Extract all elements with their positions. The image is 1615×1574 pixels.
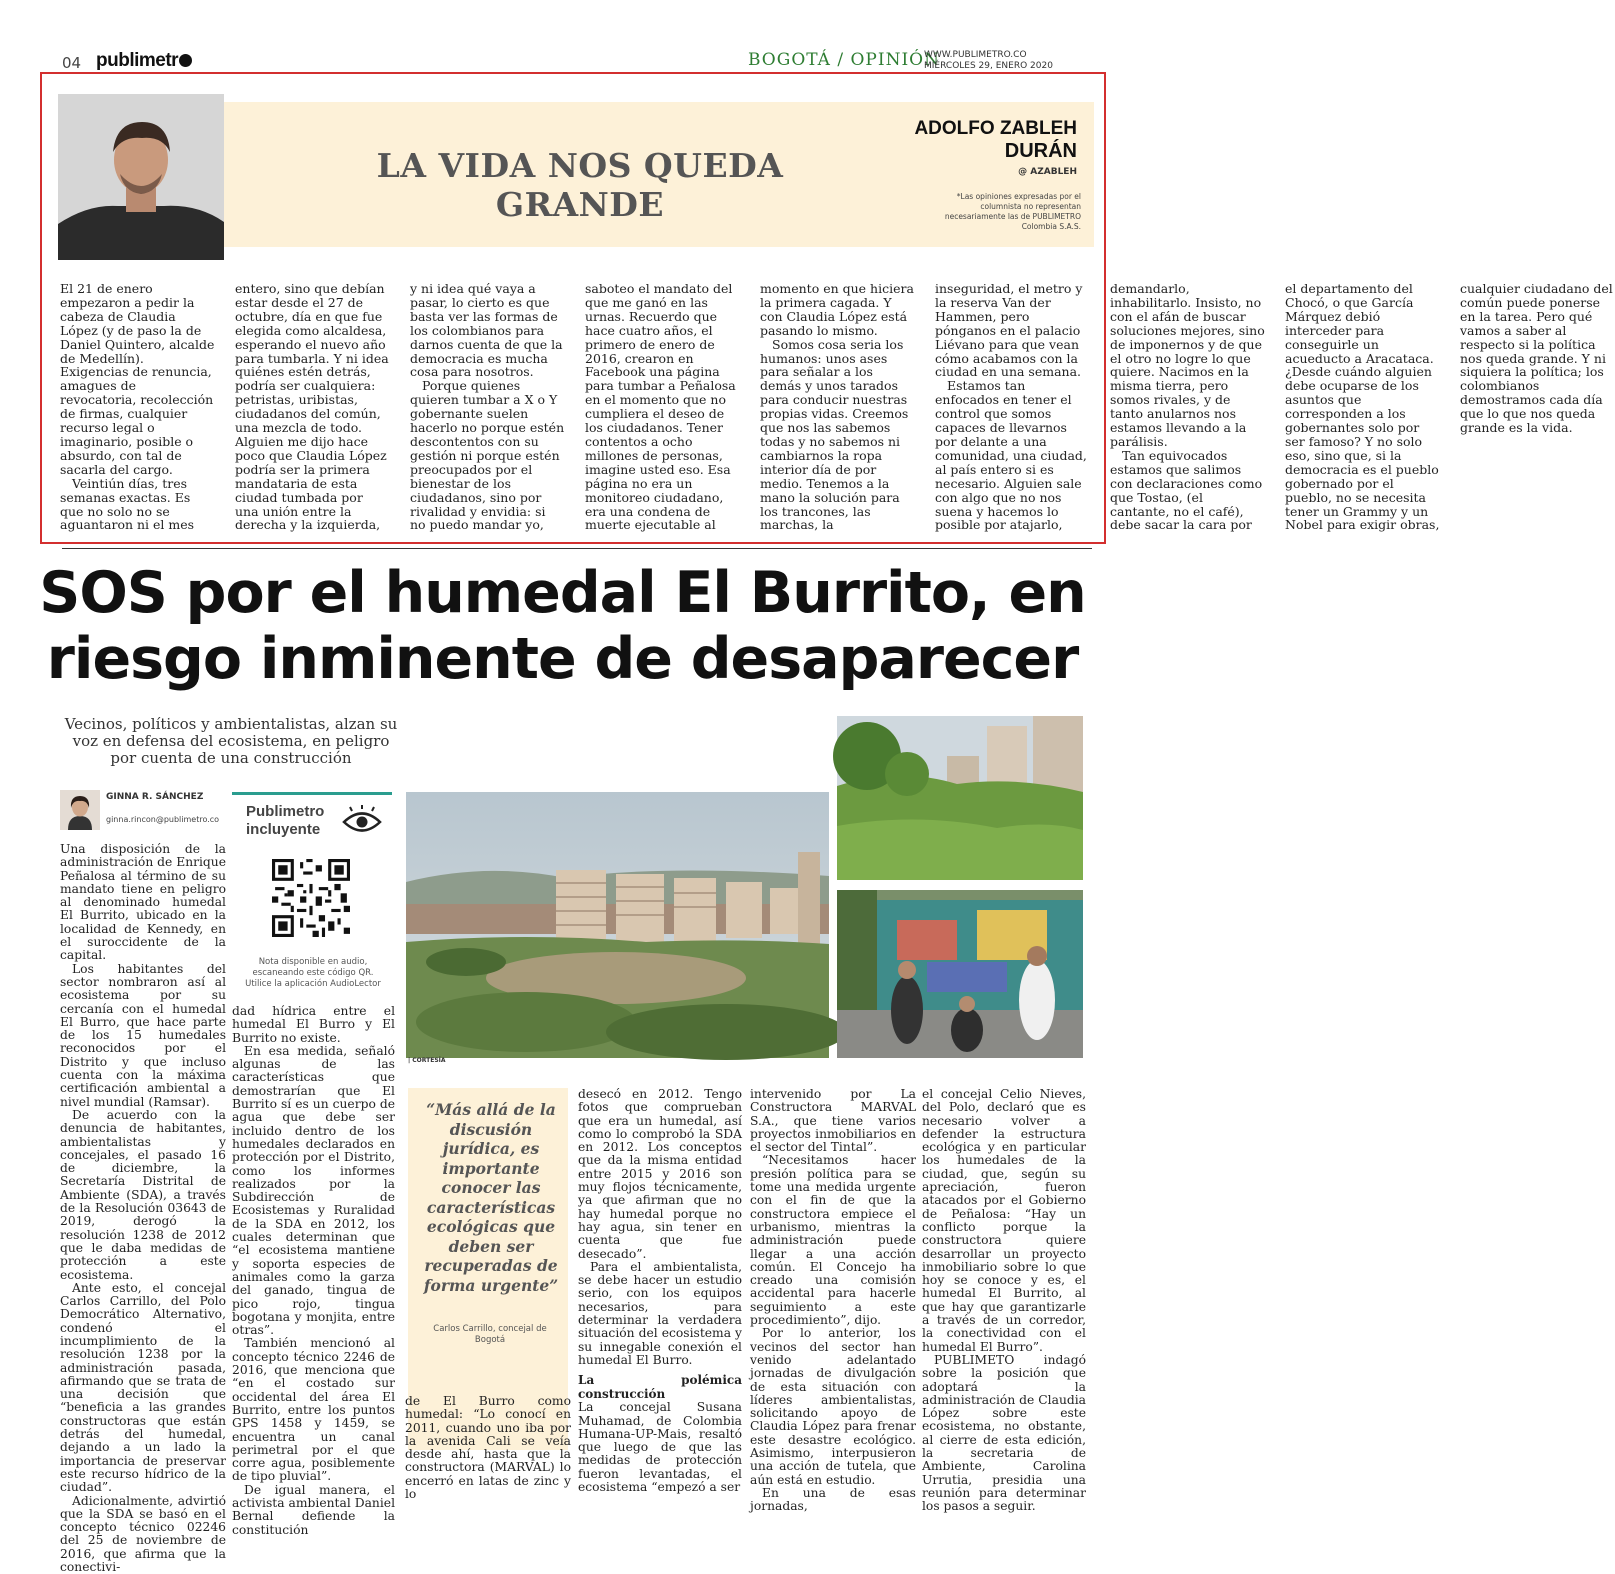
page-number: 04 xyxy=(62,54,82,72)
article-headline: SOS por el humedal El Burrito, en riesgo inminente de desaparecer xyxy=(39,560,1086,692)
article-paragraph: de El Burro como humedal: “Lo conocí en 2011, cuando uno iba por la avenida Cali se veía desde ahí, hasta que la constructora (MARVAL) lo encerró en latas de zinc y lo xyxy=(405,1394,571,1502)
author-email[interactable]: ginna.rincon@publimetro.co xyxy=(106,815,220,824)
logo-globe-icon xyxy=(179,54,192,67)
opinion-paragraph: El 21 de enero empezaron a pedir la cabeza de Claudia López (y de paso la de Daniel Quintero, alcalde de Medellín). Exigencias de renuncia, amagues de revocatoria, recolección de firmas, cualquier recurso legal o imaginario, posible o absurdo, con tal de sacarla del cargo. xyxy=(60,281,215,477)
article-paragraph: Para el ambientalista, se debe hacer un estudio serio, con los equipos necesarios, para determinar la verdadera situación del ecosistema y su innegable conexión el humedal El Burro. xyxy=(578,1259,742,1367)
article-column-3 xyxy=(405,1394,571,1502)
article-column-4 xyxy=(578,1087,742,1495)
site-and-date xyxy=(924,50,1053,72)
publimetro-incluyente-box xyxy=(232,792,392,992)
article-paragraph: De igual manera, el activista ambiental Daniel Bernal defiende la constitución xyxy=(232,1482,395,1537)
website: WWW.PUBLIMETRO.CO xyxy=(924,50,1027,60)
audio-note: Nota disponible en audio, escaneando este código QR. Utilice la aplicación AudioLector xyxy=(245,957,381,989)
incluyente-title: Publimetro incluyente xyxy=(246,803,325,838)
article-paragraph: dad hídrica entre el humedal El Burro y El Burrito no existe. xyxy=(232,1004,395,1045)
opinion-paragraph: Porque quienes quieren tumbar a X o Y gobernante suelen hacerlo no porque estén descontentos con su gestión ni porque estén preocupados por el bienestar de los ciudadanos, sino por rivalidad y envidia: si no puedo mandar yo, saboteo el mandato del que me ganó en las urnas. Recuerdo que hace cuatro años, el primero de enero de 2016, crearon en Facebook una página para tumbar a Peñalosa en el momento que no cumpliera el deseo de los ciudadanos. Tener contentos a ocho millones de personas, imagine usted eso. Esa página no era un monitoreo ciudadano, era una condena de muerte ejecutable al momento en que hiciera la primera cagada. Y con Claudia López está pasando lo mismo. xyxy=(410,281,914,533)
logo-text: publimetr xyxy=(96,50,179,71)
section-label: BOGOTÁ / OPINIÓN xyxy=(748,50,940,70)
column-title: LA VIDA NOS QUEDA GRANDE xyxy=(376,146,784,224)
article-deck: Vecinos, políticos y ambientalistas, alzan su voz en defensa del ecosistema, en peligro por cuenta de una construcción xyxy=(64,715,398,767)
author-name: GINNA R. SÁNCHEZ xyxy=(106,792,204,802)
eye-icon xyxy=(342,807,382,837)
article-paragraph: PUBLIMETO indagó sobre la posición que adoptará la administración de Claudia López sobre este ecosistema, no obstante, al cierre de esta edición, la secretaria de Ambiente, Carolina Urrutia, presidia una reunión para determinar los pasos a seguir. xyxy=(922,1352,1086,1514)
article-paragraph: “Necesitamos hacer presión política para se tome una medida urgente con el fin de que la constructora empiece el urbanismo, mientras la administración puede llegar a una acción común. El Concejo ha creado una comisión accidental para hacerle seguimiento a este procedimiento”, dijo. xyxy=(750,1153,916,1328)
opinion-paragraph: Veintiún días, tres semanas exactas. Es que no solo no se aguantaron ni el mes entero, sino que debían estar desde el 27 de octubre, día en que fue elegida como alcaldesa, esperando el nuevo año para tumbarla. Y ni idea quiénes estén detrás, podría ser cualquiera: petristas, uribistas, ciudadanos del común, una mezcla de todo. Alguien me dijo hace poco que Claudia López podría ser la primera mandataria de esta ciudad tumbada por una unión entre la derecha y la izquierda, y ni idea qué vaya a pasar, lo cierto es que basta ver las formas de los colombianos para darnos cuenta de que la democracia es mucha cosa para nosotros. xyxy=(60,281,563,533)
pull-quote: “Más allá de la discusión jurídica, es importante conocer las características ecológicas que deben ser recuperadas de forma urgente” xyxy=(423,1100,559,1295)
article-column-6 xyxy=(922,1087,1086,1514)
article-paragraph: La concejal Susana Muhamad, de Colombia Humana-UP-Mais, resaltó que luego de que las medidas de protección fueron levantadas, el ecosistema “empezó a ser xyxy=(578,1400,742,1495)
columnist-name-line2: DURÁN xyxy=(1004,140,1077,162)
mural-painting-photo xyxy=(837,890,1083,1058)
columnist-name-line1: ADOLFO ZABLEH xyxy=(914,118,1077,139)
photo-credit: | CORTESÍA xyxy=(408,1057,446,1064)
opinion-highlight-box xyxy=(40,72,1106,544)
publimetro-logo xyxy=(96,50,192,72)
section-divider xyxy=(62,548,1092,549)
article-paragraph: También mencionó al concepto técnico 2246 de 2016, que menciona que “en el costado sur occidental del área El Burrito, entre los puntos GPS 1458 y 1459, se encuentra un canal perimetral por el que corre agua, posiblemente de tipo pluvial”. xyxy=(232,1336,395,1484)
humedal-aerial-photo xyxy=(406,792,829,1058)
article-column-5 xyxy=(750,1087,916,1514)
article-paragraph: intervenido por La Constructora MARVAL S.A., que tiene varios proyectos inmobiliarios en el sector del Tintal”. xyxy=(750,1087,916,1155)
article-paragraph: De acuerdo con la denuncia de habitantes, ambientalistas y concejales, el pasado 16 de diciembre, la Secretaría Distrital de Ambiente (SDA), a través de la Resolución 03643 de 2019, derogó la resolución 1238 de 2012 que le daba medidas de protección a este ecosistema. xyxy=(60,1107,226,1282)
article-subhead: La polémica construcción xyxy=(578,1373,742,1402)
article-paragraph: Una disposición de la administración de Enrique Peñalosa al término de su mandato tiene en peligro al denominado humedal El Burrito, ubicado en la localidad de Kennedy, en el suroccidente de la capital. xyxy=(60,842,226,963)
wetland-field-photo xyxy=(837,716,1083,880)
article-column-1 xyxy=(60,842,226,1574)
opinion-paragraph: Somos cosa seria los humanos: unos ases para señalar a los demás y unos tarados para conducir nuestras propias vidas. Creemos que nos las sabemos todas y no sabemos ni cambiarnos la ropa interior día de por medio. Tenemos a la mano la solución para los trancones, las marchas, la inseguridad, el metro y la reserva Van der Hammen, pero pónganos en el palacio Liévano para que vean cómo acabamos con la ciudad en una semana. xyxy=(760,281,1083,533)
article-paragraph: desecó en 2012. Tengo fotos que comprueban que era un humedal, así como lo comprobó la SDA en 2012. Los conceptos que da la misma entidad entre 2015 y 2016 son muy flojos técnicamente, ya que afirman que no hay humedal porque no hay agua, sin tener en cuenta que fue desecado”. xyxy=(578,1087,742,1261)
columnist-handle: @ AZABLEH xyxy=(1018,167,1077,177)
article-paragraph: Por lo anterior, los vecinos del sector han venido adelantado jornadas de divulgación de esta situación con líderes ambientalistas, solicitando apoyo de Claudia López para frenar este desastre ecológico. Asimismo, interpusieron una acción de tutela, que aún está en estudio. xyxy=(750,1326,916,1487)
article-column-2 xyxy=(232,1004,395,1537)
article-paragraph: En una de esas jornadas, xyxy=(750,1485,916,1514)
opinion-paragraph: Estamos tan enfocados en tener el control que somos capaces de llevarnos por delante a una comunidad, una ciudad, al país entero si es necesario. Alguien sale con algo que no nos suena y hacemos lo posible por atajarlo, demandarlo, inhabilitarlo. Insisto, no con el afán de buscar soluciones mejores, sino de imponernos y de que el otro no logre lo que quiere. Nacimos en la misma tierra, pero somos rivales, y de tanto anularnos nos estamos llevando a la parálisis. xyxy=(935,281,1265,533)
author-avatar xyxy=(60,790,100,830)
issue-date: MIÉRCOLES 29, ENERO 2020 xyxy=(924,61,1053,71)
pull-quote-attribution: Carlos Carrillo, concejal de Bogotá xyxy=(433,1324,547,1345)
article-paragraph: el concejal Celio Nieves, del Polo, declaró que es necesario volver a defender la estructura ecológica y en particular los humedales de la ciudad, que, según su apreciación, fueron atacados por el Gobierno de Peñalosa: “Hay un conflicto porque la constructora quiere desarrollar un proyecto inmobiliario sobre lo que hoy se conoce y es, el humedal El Burrito, al que hay que garantizarle a través de un corredor, la conectividad con el humedal El Burro”. xyxy=(922,1087,1086,1354)
qr-code[interactable] xyxy=(272,859,350,937)
article-paragraph: Adicionalmente, advirtió que la SDA se basó en el concepto técnico 02246 del 25 de noviembre de 2016, que afirma que la conectivi- xyxy=(60,1493,226,1574)
opinion-disclaimer: *Las opiniones expresadas por el columnista no representan necesariamente las de PUBLIMETRO Colombia S.A.S. xyxy=(944,192,1081,231)
opinion-paragraph: Tan equivocados estamos que salimos con declaraciones como que Tostao, (el cantante, no el café), debe sacar la cara por el departamento del Chocó, o que García Márquez debió interceder para conseguirle un acueducto a Aracataca. ¿Desde cuándo alguien debe ocuparse de los asuntos que corresponden a los gobernantes solo por ser famoso? Y no solo eso, sino que, si la democracia es el pueblo gobernado por el pueblo, no se necesita tener un Grammy y un Nobel para exigir obras, cualquier ciudadano del común puede ponerse en la tarea. Pero qué vamos a saber al respecto si la política nos queda grande. Y ni siquiera la política; los colombianos demostramos cada día que lo que nos queda grande es la vida. xyxy=(1110,281,1613,533)
article-paragraph: Los habitantes del sector nombraron así al ecosistema por su cercanía con el humedal El Burro, que hace parte de los 15 humedales reconocidos por el Distrito y que incluso cuenta con la máxima certificación ambiental a nivel mundial (Ramsar). xyxy=(60,961,226,1109)
article-paragraph: Ante esto, el concejal Carlos Carrillo, del Polo Democrático Alternativo, condenó el incumplimiento de la resolución 1238 por la administración pasada, afirmando que se trata de una decisión que “beneficia a las grandes constructoras que están detrás del humedal, dejando a un lado la importancia de preservar este recurso hídrico de la ciudad”. xyxy=(60,1280,226,1495)
article-paragraph: En esa medida, señaló algunas de las características que demostrarían que El Burrito sí es un cuerpo de agua que debe ser incluido dentro de los humedales declarados en protección por el Distrito, como los informes realizados por la Subdirección de Ecosistemas y Ruralidad de la SDA en 2012, los cuales determinan que “el ecosistema mantiene y soporta especies de animales como la garza del ganado, tingua de pico rojo, tingua bogotana y monjita, entre otras”. xyxy=(232,1043,395,1338)
